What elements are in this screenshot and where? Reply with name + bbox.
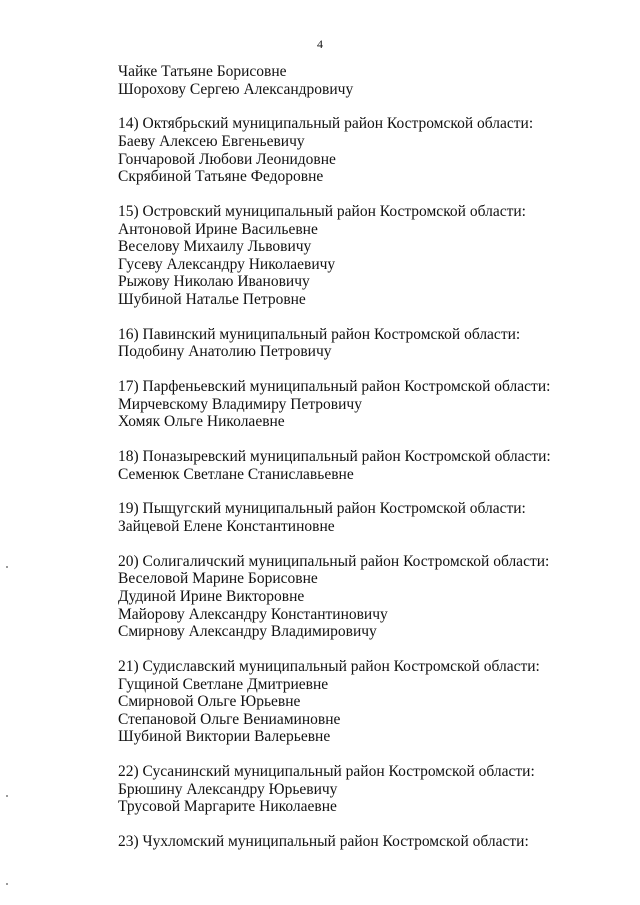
district-heading: 22) Сусанинский муниципальный район Костромской области:	[118, 763, 535, 781]
district-block-16	[118, 326, 618, 361]
district-heading: 15) Островский муниципальный район Костромской области:	[118, 202, 526, 220]
spacer	[118, 536, 618, 553]
district-block-15	[118, 203, 618, 309]
district-block-21	[118, 658, 618, 746]
spacer	[118, 309, 618, 326]
person-name: Хомяк Ольге Николаевне	[118, 413, 285, 431]
person-name: Рыжову Николаю Ивановичу	[118, 273, 310, 291]
person-name: Шубиной Наталье Петровне	[118, 290, 306, 308]
person-name: Майорову Александру Константиновичу	[118, 605, 388, 623]
district-block-23	[118, 833, 618, 851]
spacer	[118, 186, 618, 203]
district-block-14	[118, 115, 618, 185]
person-name: Мирчевскому Владимиру Петровичу	[118, 395, 362, 413]
person-name: Веселову Михаилу Львовичу	[118, 238, 312, 256]
person-name: Шубиной Виктории Валерьевне	[118, 728, 331, 746]
spacer	[118, 483, 618, 500]
district-heading: 21) Судиславский муниципальный район Костромской области:	[118, 657, 540, 675]
district-heading: 14) Октябрьский муниципальный район Костромской области:	[118, 115, 534, 133]
district-heading: 23) Чухломский муниципальный район Костромской области:	[118, 833, 529, 851]
page-number: 4	[317, 37, 323, 51]
scan-speck	[6, 883, 8, 885]
person-name: Зайцевой Елене Константиновне	[118, 518, 335, 535]
district-block-20	[118, 553, 618, 641]
district-heading: 20) Солигаличский муниципальный район Костромской области:	[118, 552, 550, 570]
scan-speck	[6, 795, 8, 797]
person-name: Скрябиной Татьяне Федоровне	[118, 168, 324, 186]
spacer	[118, 746, 618, 763]
person-name: Гончаровой Любови Леонидовне	[118, 150, 336, 168]
district-heading: 18) Поназыревский муниципальный район Костромской области:	[118, 448, 551, 466]
person-name: Чайке Татьяне Борисовне	[118, 63, 287, 80]
person-name: Гущиной Светлане Дмитриевне	[118, 675, 329, 693]
district-heading: 16) Павинский муниципальный район Костромской области:	[118, 325, 521, 343]
person-name: Трусовой Маргарите Николаевне	[118, 798, 337, 816]
district-heading: 19) Пыщугский муниципальный район Костромской области:	[118, 500, 526, 518]
spacer	[118, 816, 618, 833]
person-name: Гусеву Александру Николаевичу	[118, 255, 336, 273]
person-name: Баеву Алексею Евгеньевичу	[118, 132, 305, 150]
person-name: Шорохову Сергею Александровичу	[118, 80, 354, 98]
district-heading: 17) Парфеньевский муниципальный район Костромской области:	[118, 378, 551, 396]
spacer	[118, 98, 618, 115]
district-block-17	[118, 378, 618, 431]
spacer	[118, 641, 618, 658]
district-block-22	[118, 763, 618, 816]
person-name: Семенюк Светлане Станиславьевне	[118, 465, 354, 483]
person-name: Брюшину Александру Юрьевичу	[118, 780, 338, 798]
district-list	[118, 63, 618, 851]
spacer	[118, 361, 618, 378]
district-block-19	[118, 500, 618, 535]
person-name: Веселовой Марине Борисовне	[118, 570, 318, 588]
person-name: Смирновой Ольге Юрьевне	[118, 693, 301, 711]
person-name: Подобину Анатолию Петровичу	[118, 343, 332, 361]
person-name: Дудиной Ирине Викторовне	[118, 587, 305, 605]
spacer	[118, 431, 618, 448]
district-block-continuation	[118, 63, 618, 98]
person-name: Антоновой Ирине Васильевне	[118, 220, 318, 238]
person-name: Смирнову Александру Владимировичу	[118, 623, 377, 641]
district-block-18	[118, 448, 618, 483]
scan-speck	[6, 566, 8, 568]
person-name: Степановой Ольге Вениаминовне	[118, 710, 341, 728]
